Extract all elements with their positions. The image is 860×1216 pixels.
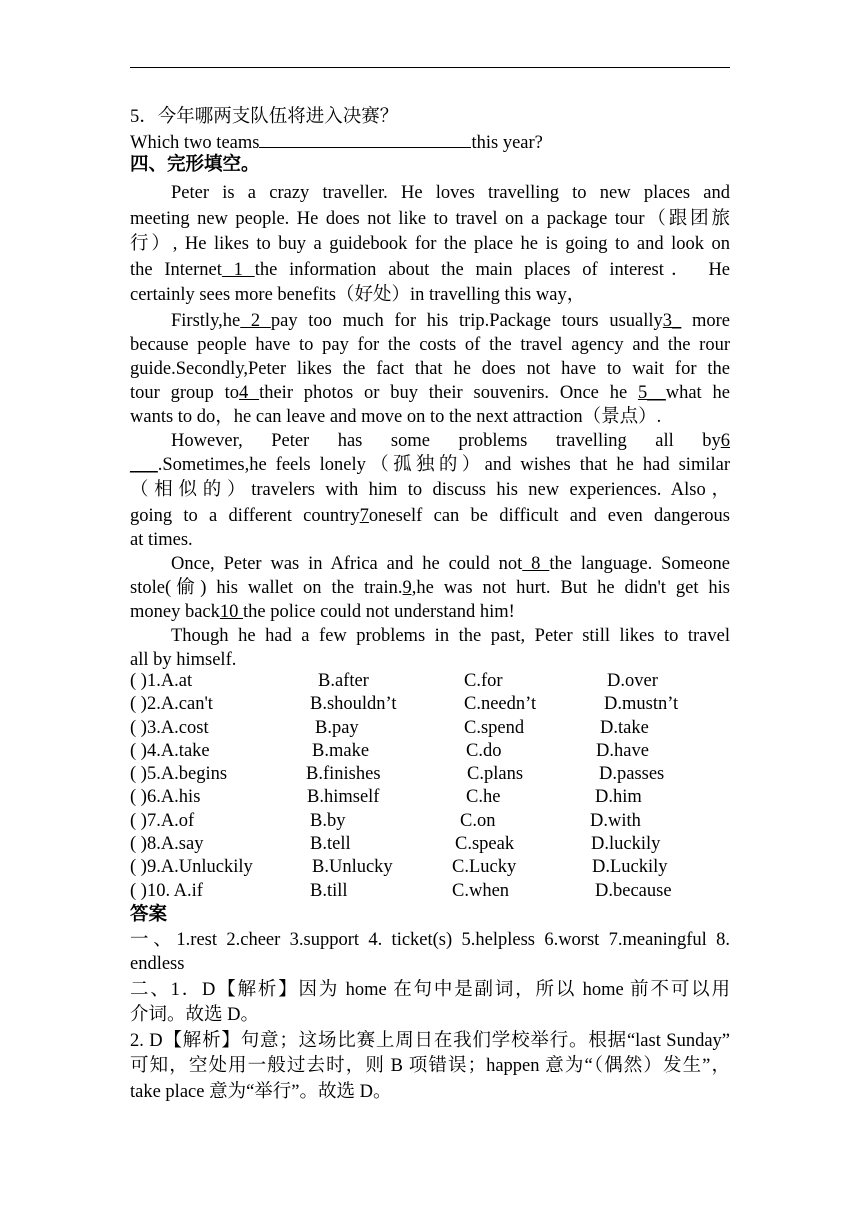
passage-line: （相似的）travelers with him to discuss his new experiences. Also， xyxy=(130,480,730,500)
q5-chinese: 5．今年哪两支队伍将进入决赛？ xyxy=(130,107,399,127)
blank-1[interactable]: 1 xyxy=(221,259,255,280)
passage-line: tour group to4 their photos or buy their souvenirs. Once he 5__what he xyxy=(130,382,730,403)
cloze-passage xyxy=(130,181,730,672)
blank-3[interactable]: 3_ xyxy=(662,310,682,331)
answer-section xyxy=(130,903,730,1104)
passage-line: 行）, He likes to buy a guidebook for the place he is going to and look on xyxy=(130,234,730,254)
passage-line: wants to do，he can leave and move on to the next attraction（景点）. xyxy=(130,406,662,427)
passage-line: guide.Secondly,Peter likes the fact that he does not have to wait for the xyxy=(130,358,730,379)
passage-line: going to a different country7oneself can be difficult and even dangerous xyxy=(130,505,730,526)
section-4-title: 四、完形填空。 xyxy=(130,155,260,175)
q5-english: Which two teams this year? xyxy=(130,129,730,153)
passage-line: certainly sees more benefits（好处）in travelling this way， xyxy=(130,285,586,305)
options-list xyxy=(130,669,730,902)
blank-8[interactable]: 8 xyxy=(522,553,550,574)
passage-line: meeting new people. He does not like to travel on a package tour（跟团旅 xyxy=(130,208,730,229)
answer-line: endless xyxy=(130,954,185,974)
passage-line: at times. xyxy=(130,529,193,550)
answer-line: 介词。故选 D。 xyxy=(130,1005,259,1025)
answer-line: 2. D【解析】句意；这场比赛上周日在我们学校举行。根据“last Sunday” xyxy=(130,1030,730,1051)
option-row[interactable]: ( )9.A.Unluckily B.Unlucky C.Lucky D.Luckily xyxy=(130,857,668,878)
option-row[interactable]: ( )2.A.can't B.shouldn’t C.needn’t D.mustn’t xyxy=(130,694,679,715)
option-row[interactable]: ( )7.A.of B.by C.on D.with xyxy=(130,810,641,831)
option-row[interactable]: ( )8.A.say B.tell C.speak D.luckily xyxy=(130,834,661,855)
passage-line: ___.Sometimes,he feels lonely（孤独的）and wishes that he had similar xyxy=(130,454,730,475)
blank-9[interactable]: 9, xyxy=(402,577,417,598)
passage-line: However, Peter has some problems travelling all by6 xyxy=(171,430,730,451)
passage-line: the Internet 1 the information about the main places of interest． He xyxy=(130,259,731,280)
option-row[interactable]: ( )6.A.his B.himself C.he D.him xyxy=(130,787,642,808)
blank-2[interactable]: 2 xyxy=(240,310,271,331)
question-5 xyxy=(130,105,730,177)
passage-line: money back10 the police could not understand him! xyxy=(130,601,515,622)
answer-line: 可知，空处用一般过去时，则 B 项错误；happen 意为“（偶然）发生”， xyxy=(130,1056,730,1076)
passage-line: because people have to pay for the costs of the travel agency and the rour xyxy=(130,334,730,355)
blank-10[interactable]: 10 xyxy=(219,601,244,622)
blank-4[interactable]: 4 xyxy=(239,382,260,403)
blank-7[interactable]: 7 xyxy=(359,505,369,526)
answer-line: 二、1．D【解析】因为 home 在句中是副词，所以 home 前不可以用 xyxy=(130,979,730,1000)
option-row[interactable]: ( )10. A.if B.till C.when D.because xyxy=(130,880,672,901)
option-row[interactable]: ( )5.A.begins B.finishes C.plans D.passes xyxy=(130,764,665,785)
header-rule xyxy=(130,67,730,68)
answer-line: 一、1.rest 2.cheer 3.support 4. ticket(s) 5.helpless 6.worst 7.meaningful 8. xyxy=(130,930,730,950)
option-row[interactable]: ( )3.A.cost B.pay C.spend D.take xyxy=(130,717,649,738)
q5-answer-blank[interactable] xyxy=(259,129,471,148)
passage-line: Peter is a crazy traveller. He loves travelling to new places and xyxy=(171,183,730,203)
blank-6-cont[interactable]: ___ xyxy=(130,454,158,475)
passage-line: Once, Peter was in Africa and he could not 8 the language. Someone xyxy=(171,553,730,574)
passage-line: all by himself. xyxy=(130,649,237,670)
blank-6[interactable]: 6 xyxy=(720,430,730,451)
option-row[interactable]: ( )1.A.at B.after C.for D.over xyxy=(130,671,658,691)
passage-line: Though he had a few problems in the past, Peter still likes to travel xyxy=(171,625,730,646)
answer-title: 答案 xyxy=(130,905,168,925)
option-row[interactable]: ( )4.A.take B.make C.do D.have xyxy=(130,740,649,761)
answer-line: take place 意为“举行”。故选 D。 xyxy=(130,1081,392,1102)
passage-line: Firstly,he 2 pay too much for his trip.Package tours usually3_ more xyxy=(171,310,730,331)
blank-5[interactable]: 5__ xyxy=(637,382,666,403)
passage-line: stole(偷) his wallet on the train.9,he was not hurt. But he didn't get his xyxy=(130,577,730,598)
